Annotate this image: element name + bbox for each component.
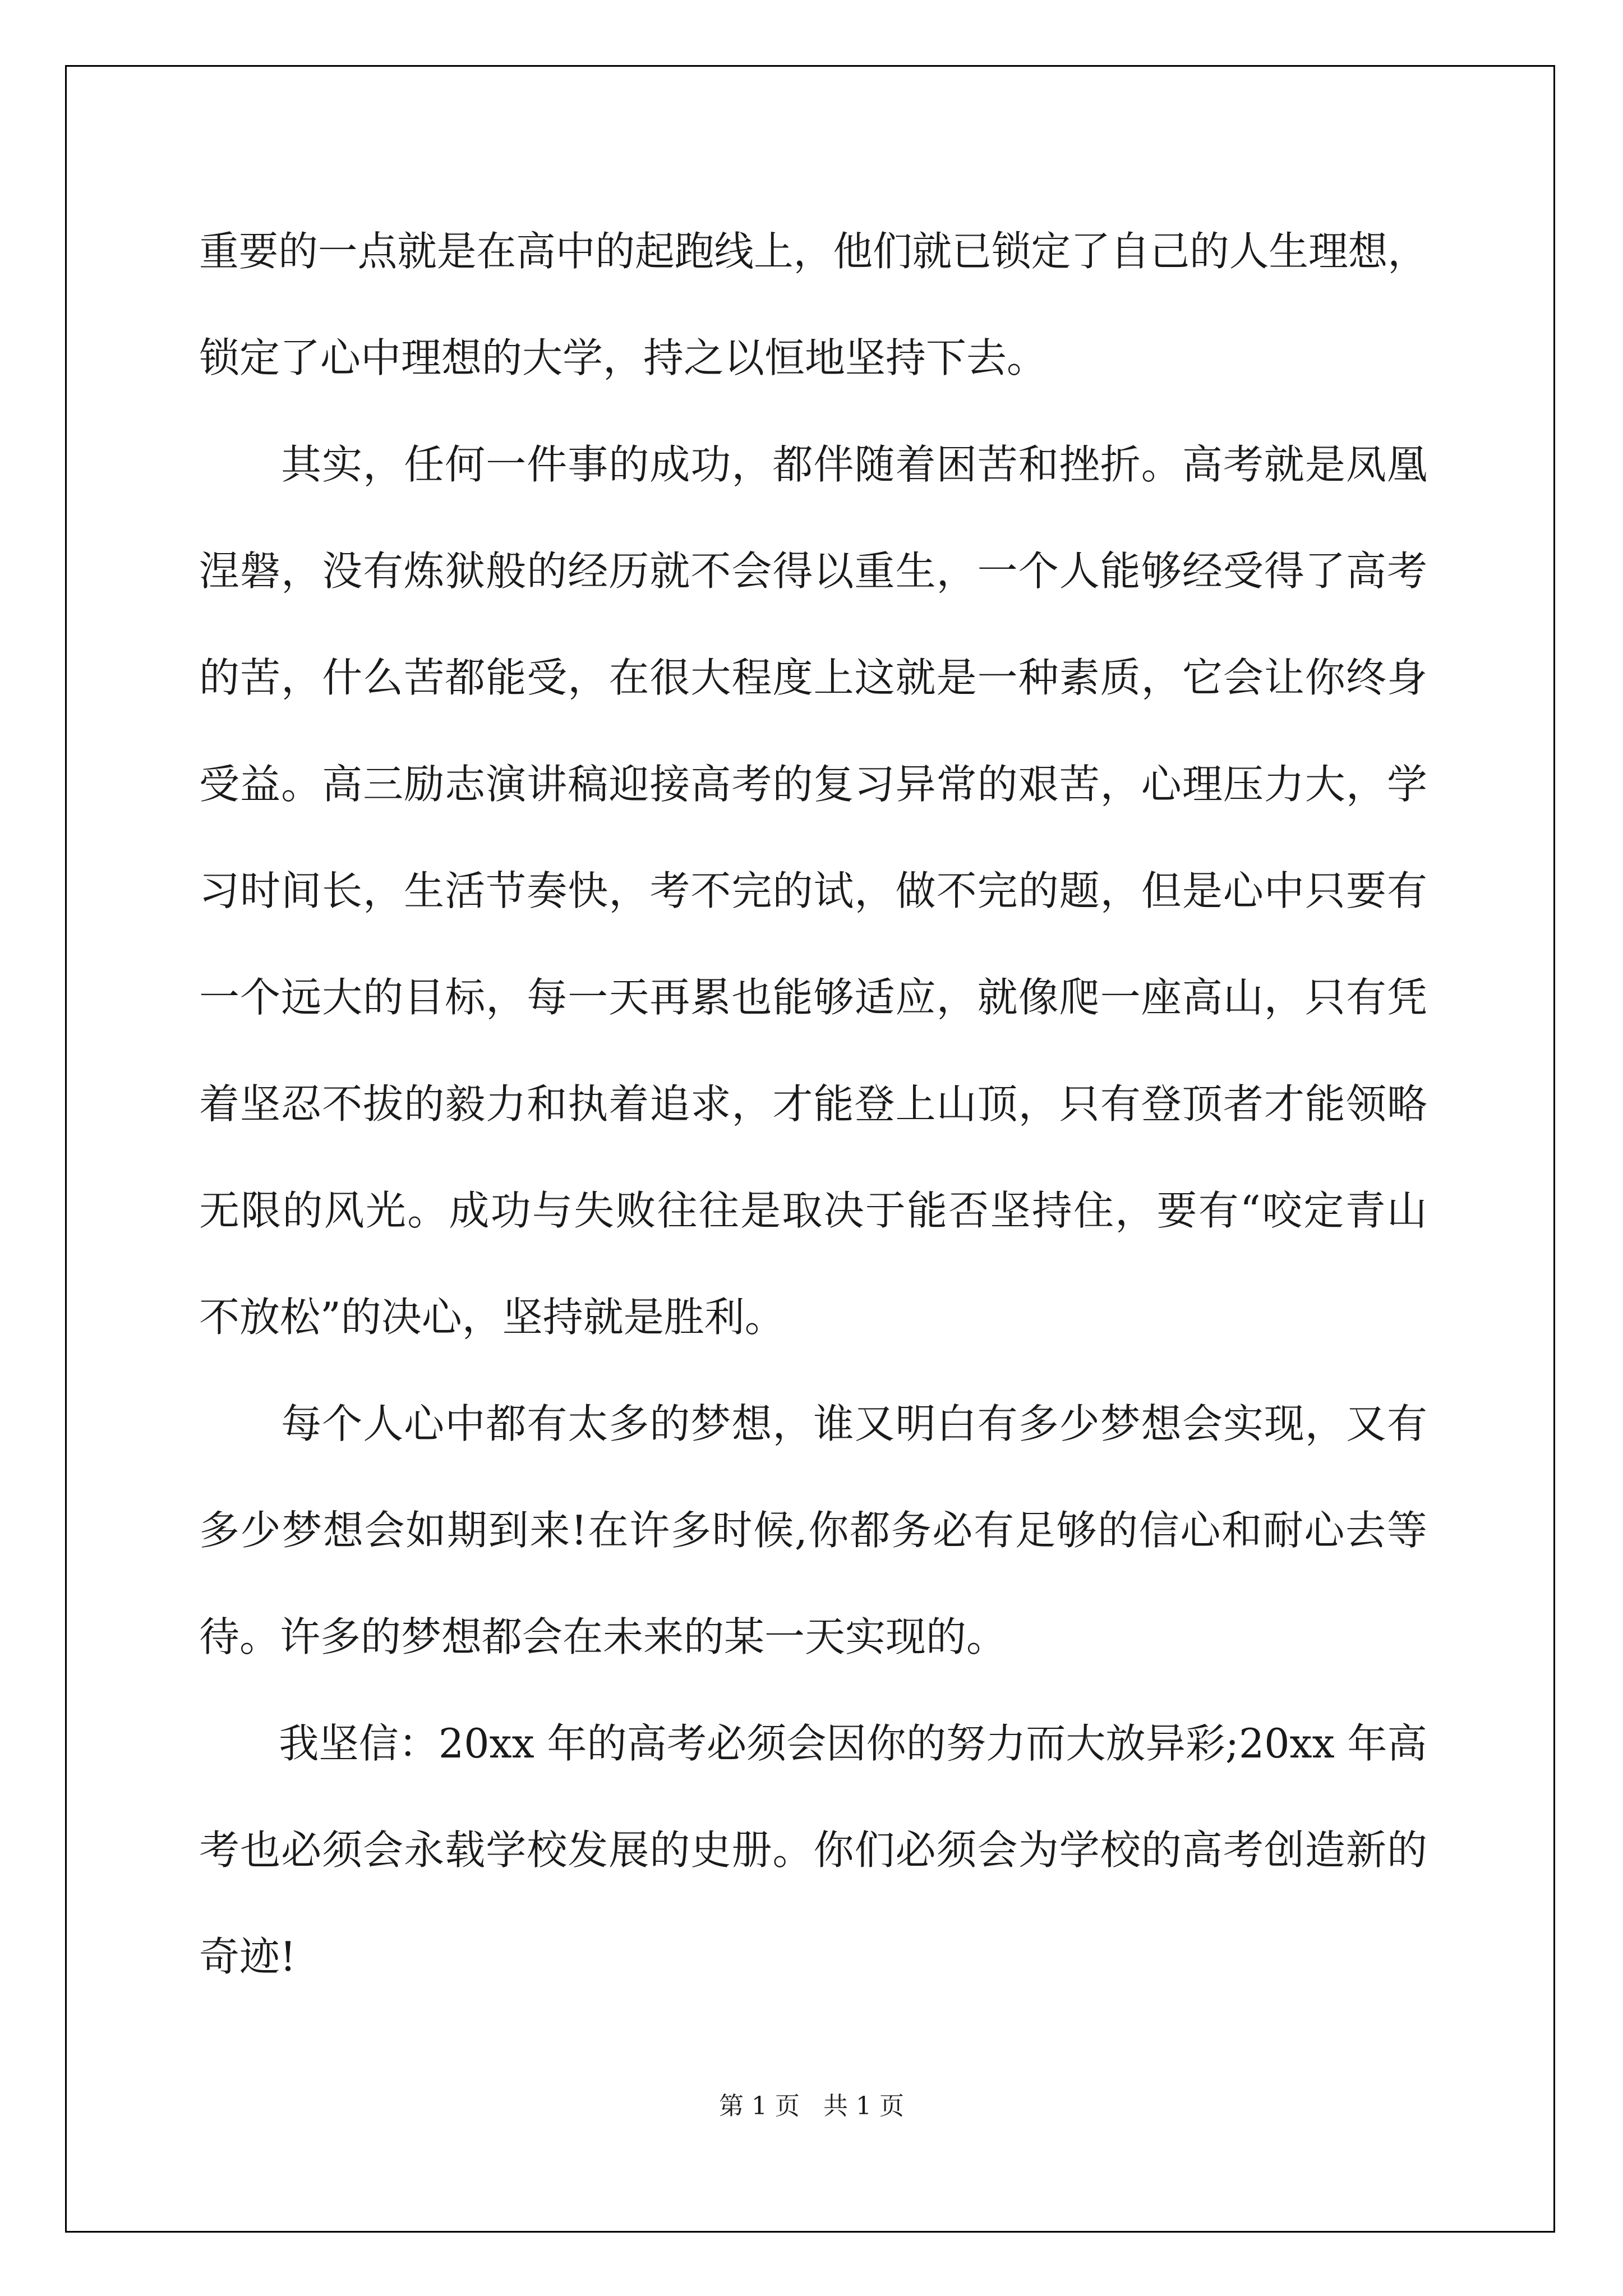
text-line: 多少梦想会如期到来!在许多时候,你都务必有足够的信心和耐心去等	[199, 1507, 1428, 1554]
text-line: 不放松”的决心，坚持就是胜利。	[199, 1294, 785, 1341]
text-line: 重要的一点就是在高中的起跑线上，他们就已锁定了自己的人生理想，	[199, 228, 1428, 275]
text-line: 锁定了心中理想的大学，持之以恒地坚持下去。	[199, 334, 1048, 381]
text-line: 涅磐，没有炼狱般的经历就不会得以重生，一个人能够经受得了高考	[199, 547, 1428, 595]
text-line: 待。许多的梦想都会在未来的某一天实现的。	[199, 1613, 1007, 1660]
text-line: 考也必须会永载学校发展的史册。你们必须会为学校的高考创造新的	[199, 1826, 1428, 1874]
text-line: 受益。高三励志演讲稿迎接高考的复习异常的艰苦，心理压力大，学	[199, 761, 1428, 808]
text-line: 习时间长，生活节奏快，考不完的试，做不完的题，但是心中只要有	[199, 867, 1428, 914]
text-line: 我坚信：20xx 年的高考必须会因你的努力而大放异彩;20xx 年高	[199, 1720, 1427, 1767]
text-line: 奇迹!	[199, 1933, 296, 1980]
page-number-footer: 第 1 页 共 1 页	[719, 2092, 904, 2120]
text-line: 每个人心中都有太多的梦想，谁又明白有多少梦想会实现，又有	[199, 1400, 1428, 1447]
text-line: 无限的风光。成功与失败往往是取决于能否坚持住，要有“咬定青山	[199, 1187, 1429, 1234]
text-line: 的苦，什么苦都能受，在很大程度上这就是一种素质，它会让你终身	[199, 654, 1428, 701]
text-line: 着坚忍不拔的毅力和执着追求，才能登上山顶，只有登顶者才能领略	[199, 1080, 1428, 1128]
text-line: 其实，任何一件事的成功，都伴随着困苦和挫折。高考就是凤凰	[199, 441, 1428, 488]
text-line: 一个远大的目标，每一天再累也能够适应，就像爬一座高山，只有凭	[199, 974, 1428, 1021]
